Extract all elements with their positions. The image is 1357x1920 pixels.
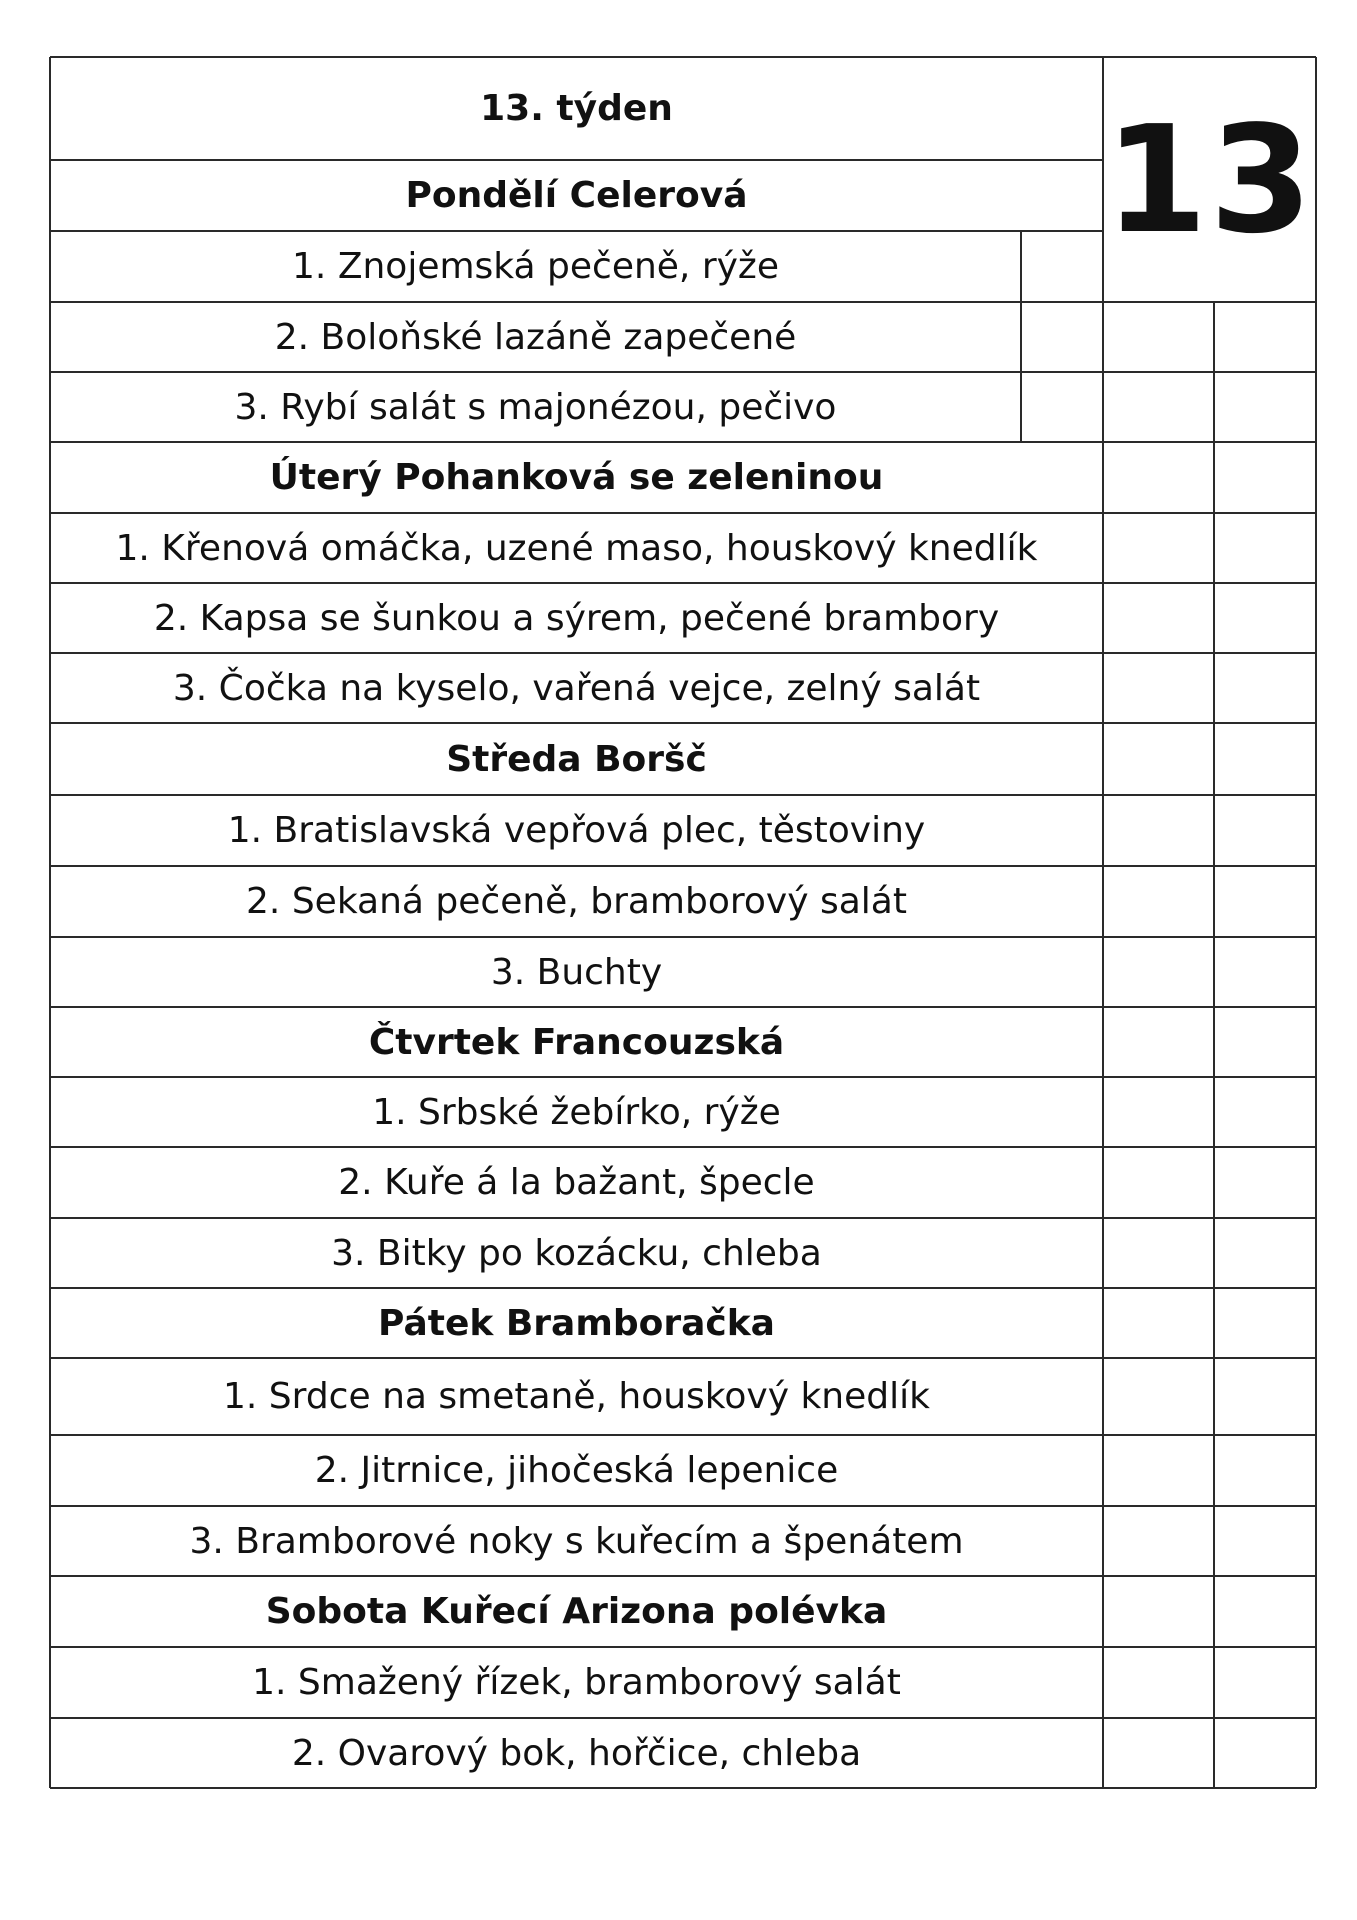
menu-item: 1. Srdce na smetaně, houskový knedlík	[223, 1376, 930, 1417]
checkbox-row-line	[1103, 301, 1316, 303]
checkbox-column-divider	[1213, 302, 1215, 1788]
menu-item: 1. Bratislavská vepřová plec, těstoviny	[227, 810, 926, 851]
day-heading: Sobota Kuřecí Arizona polévka	[265, 1591, 888, 1632]
checkbox-row-line	[1103, 1505, 1316, 1507]
menu-item: 3. Čočka na kyselo, vařená vejce, zelný salát	[172, 667, 981, 709]
checkbox-row-line	[1103, 1434, 1316, 1436]
day-heading: Pondělí Celerová	[405, 175, 748, 216]
checkbox-row-line	[1103, 1575, 1316, 1577]
day-heading: Středa Boršč	[446, 738, 707, 780]
checkbox-row-line	[1103, 512, 1316, 514]
checkbox-row-line	[1103, 1357, 1316, 1359]
menu-item: 1. Smažený řízek, bramborový salát	[252, 1662, 901, 1703]
table-border-right	[1315, 57, 1317, 1788]
week-number-box: 13	[1104, 93, 1315, 266]
checkbox-row-line	[1103, 582, 1316, 584]
checkbox-row-line	[1103, 652, 1316, 654]
menu-item: 2. Kuře á la bažant, špecle	[338, 1162, 815, 1203]
menu-item: 1. Znojemská pečeně, rýže	[292, 246, 779, 287]
checkbox-row-line	[1103, 722, 1316, 724]
menu-item: 3. Bitky po kozácku, chleba	[331, 1232, 822, 1274]
checkbox-row-line	[1103, 371, 1316, 373]
checkbox-row-line	[1103, 1717, 1316, 1719]
menu-item: 3. Bramborové noky s kuřecím a špenátem	[189, 1520, 964, 1562]
menu-item: 1. Srbské žebírko, rýže	[372, 1091, 781, 1133]
checkbox-row-line	[1103, 1076, 1316, 1078]
checkbox-row-line	[1103, 1217, 1316, 1219]
checkbox-row-line	[1103, 441, 1316, 443]
checkbox-row-line	[1103, 936, 1316, 938]
menu-item: 2. Boloňské lazáně zapečené	[274, 316, 797, 358]
checkbox-row-line	[1103, 794, 1316, 796]
menu-item: 2. Sekaná pečeně, bramborový salát	[246, 881, 907, 922]
menu-item: 2. Kapsa se šunkou a sýrem, pečené brambory	[153, 597, 1000, 639]
menu-item: 2. Ovarový bok, hořčice, chleba	[291, 1732, 862, 1774]
checkbox-row-line	[1103, 865, 1316, 867]
day-heading: Pátek Bramboračka	[378, 1302, 775, 1344]
checkbox-row-line	[1103, 1006, 1316, 1008]
day-heading: Čtvrtek Francouzská	[368, 1021, 785, 1063]
day-heading: Úterý Pohanková se zeleninou	[269, 457, 884, 498]
checkbox-row-line	[1103, 1146, 1316, 1148]
checkbox-row-line	[1103, 1646, 1316, 1648]
menu-item: 2. Jitrnice, jihočeská lepenice	[314, 1450, 839, 1491]
checkbox-row-line	[1103, 1287, 1316, 1289]
menu-item: 3. Buchty	[490, 951, 663, 993]
week-title: 13. týden	[480, 88, 673, 129]
menu-item: 1. Křenová omáčka, uzené maso, houskový knedlík	[115, 527, 1038, 569]
menu-item: 3. Rybí salát s majonézou, pečivo	[234, 386, 837, 428]
